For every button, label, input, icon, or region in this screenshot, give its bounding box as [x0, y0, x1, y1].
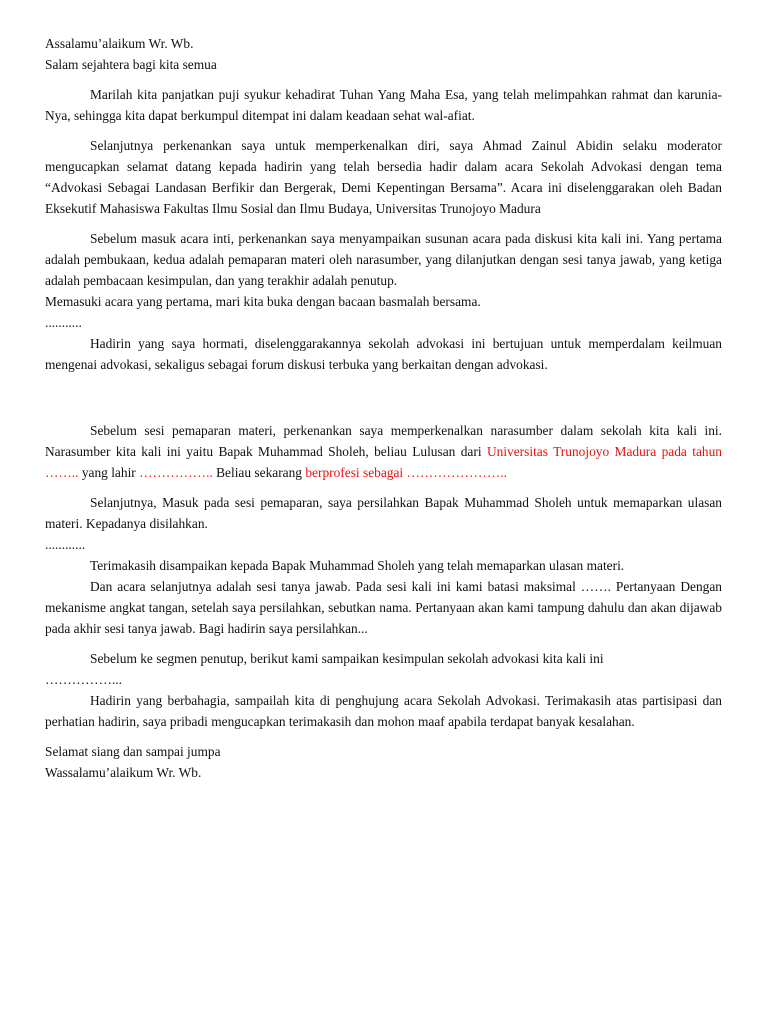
paragraph-introduction: Selanjutnya perkenankan saya untuk memperkenalkan diri, saya Ahmad Zainul Abidin selaku moderator mengucapkan selamat datang kepada hadirin yang telah bersedia hadir dalam acara Sekolah Advokasi dengan tema “Advokasi Sebagai Landasan Berfikir dan Bergerak, Demi Kepentingan Bersama”. Acara ini diselenggarakan oleh Badan Eksekutif Mahasiswa Fakultas Ilmu Sosial dan Ilmu Budaya, Universitas Trunojoyo Madura: [45, 138, 722, 216]
ellipsis-placeholder: ……………...: [45, 672, 122, 687]
paragraph-opening-prayer: Memasuki acara yang pertama, mari kita buka dengan bacaan basmalah bersama.: [45, 294, 481, 309]
speaker-birth-placeholder: ……………..: [139, 465, 213, 480]
speaker-current-text: Beliau sekarang: [212, 465, 306, 480]
paragraph-presentation: Selanjutnya, Masuk pada sesi pemaparan, saya persilahkan Bapak Muhammad Sholeh untuk memaparkan ulasan materi. Kepadanya disilahkan.: [45, 495, 722, 531]
speaker-university-placeholder: Universitas Trunojoyo Madura pada tahun ……..: [45, 444, 722, 480]
paragraph-thanks-speaker: Terimakasih disampaikan kepada Bapak Muhammad Sholeh yang telah memaparkan ulasan materi.: [90, 558, 625, 573]
paragraph-closing: Hadirin yang berbahagia, sampailah kita di penghujung acara Sekolah Advokasi. Terimakasih atas partisipasi dan perhatian hadirin, saya pribadi mengucapkan terimakasih dan mohon maaf apabila terdapat banyak kesalahan.: [45, 693, 722, 729]
paragraph-purpose: Hadirin yang saya hormati, diselenggarakannya sekolah advokasi ini bertujuan untuk memperdalam keilmuan mengenai advokasi, sekaligus sebagai forum diskusi terbuka yang berkaitan dengan advokasi.: [45, 336, 722, 372]
paragraph-agenda: Sebelum masuk acara inti, perkenankan saya menyampaikan susunan acara pada diskusi kita kali ini. Yang pertama adalah pembukaan, kedua adalah pemaparan materi oleh narasumber, yang dilanjutkan dengan sesi tanya jawab, yang ketiga adalah pembacaan kesimpulan, dan yang terakhir adalah penutup.: [45, 231, 722, 288]
greeting-opening: Assalamu’alaikum Wr. Wb.: [45, 36, 194, 51]
paragraph-speaker-intro: [45, 420, 722, 483]
speaker-intro-text: Sebelum sesi pemaparan materi, perkenankan saya memperkenalkan narasumber dalam sekolah kita kali ini. Narasumber kita kali ini yaitu Bapak Muhammad Sholeh, beliau Lulusan dari: [45, 423, 722, 459]
ellipsis-placeholder: ............: [45, 537, 86, 552]
greeting-peace: Salam sejahtera bagi kita semua: [45, 57, 217, 72]
paragraph-gratitude: Marilah kita panjatkan puji syukur kehadirat Tuhan Yang Maha Esa, yang telah melimpahkan rahmat dan karunia-Nya, sehingga kita dapat berkumpul ditempat ini dalam keadaan sehat wal-afiat.: [45, 87, 722, 123]
document-page: [45, 33, 722, 783]
paragraph-qa-session: Dan acara selanjutnya adalah sesi tanya jawab. Pada sesi kali ini kami batasi maksimal ……. Pertanyaan Dengan mekanisme angkat tangan, setelah saya persilahkan, sebutkan nama. Pertanyaan akan kami tampung dahulu dan akan dijawab pada akhir sesi tanya jawab. Bagi hadirin saya persilahkan...: [45, 579, 722, 636]
ellipsis-placeholder: ...........: [45, 315, 82, 330]
speaker-born-text: yang lahir: [78, 465, 140, 480]
paragraph-conclusion: Sebelum ke segmen penutup, berikut kami sampaikan kesimpulan sekolah advokasi kita kali ini: [90, 651, 604, 666]
closing-farewell: Selamat siang dan sampai jumpa: [45, 744, 221, 759]
speaker-profession-placeholder: berprofesi sebagai …………………..: [305, 465, 507, 480]
closing-greeting: Wassalamu’alaikum Wr. Wb.: [45, 765, 202, 780]
